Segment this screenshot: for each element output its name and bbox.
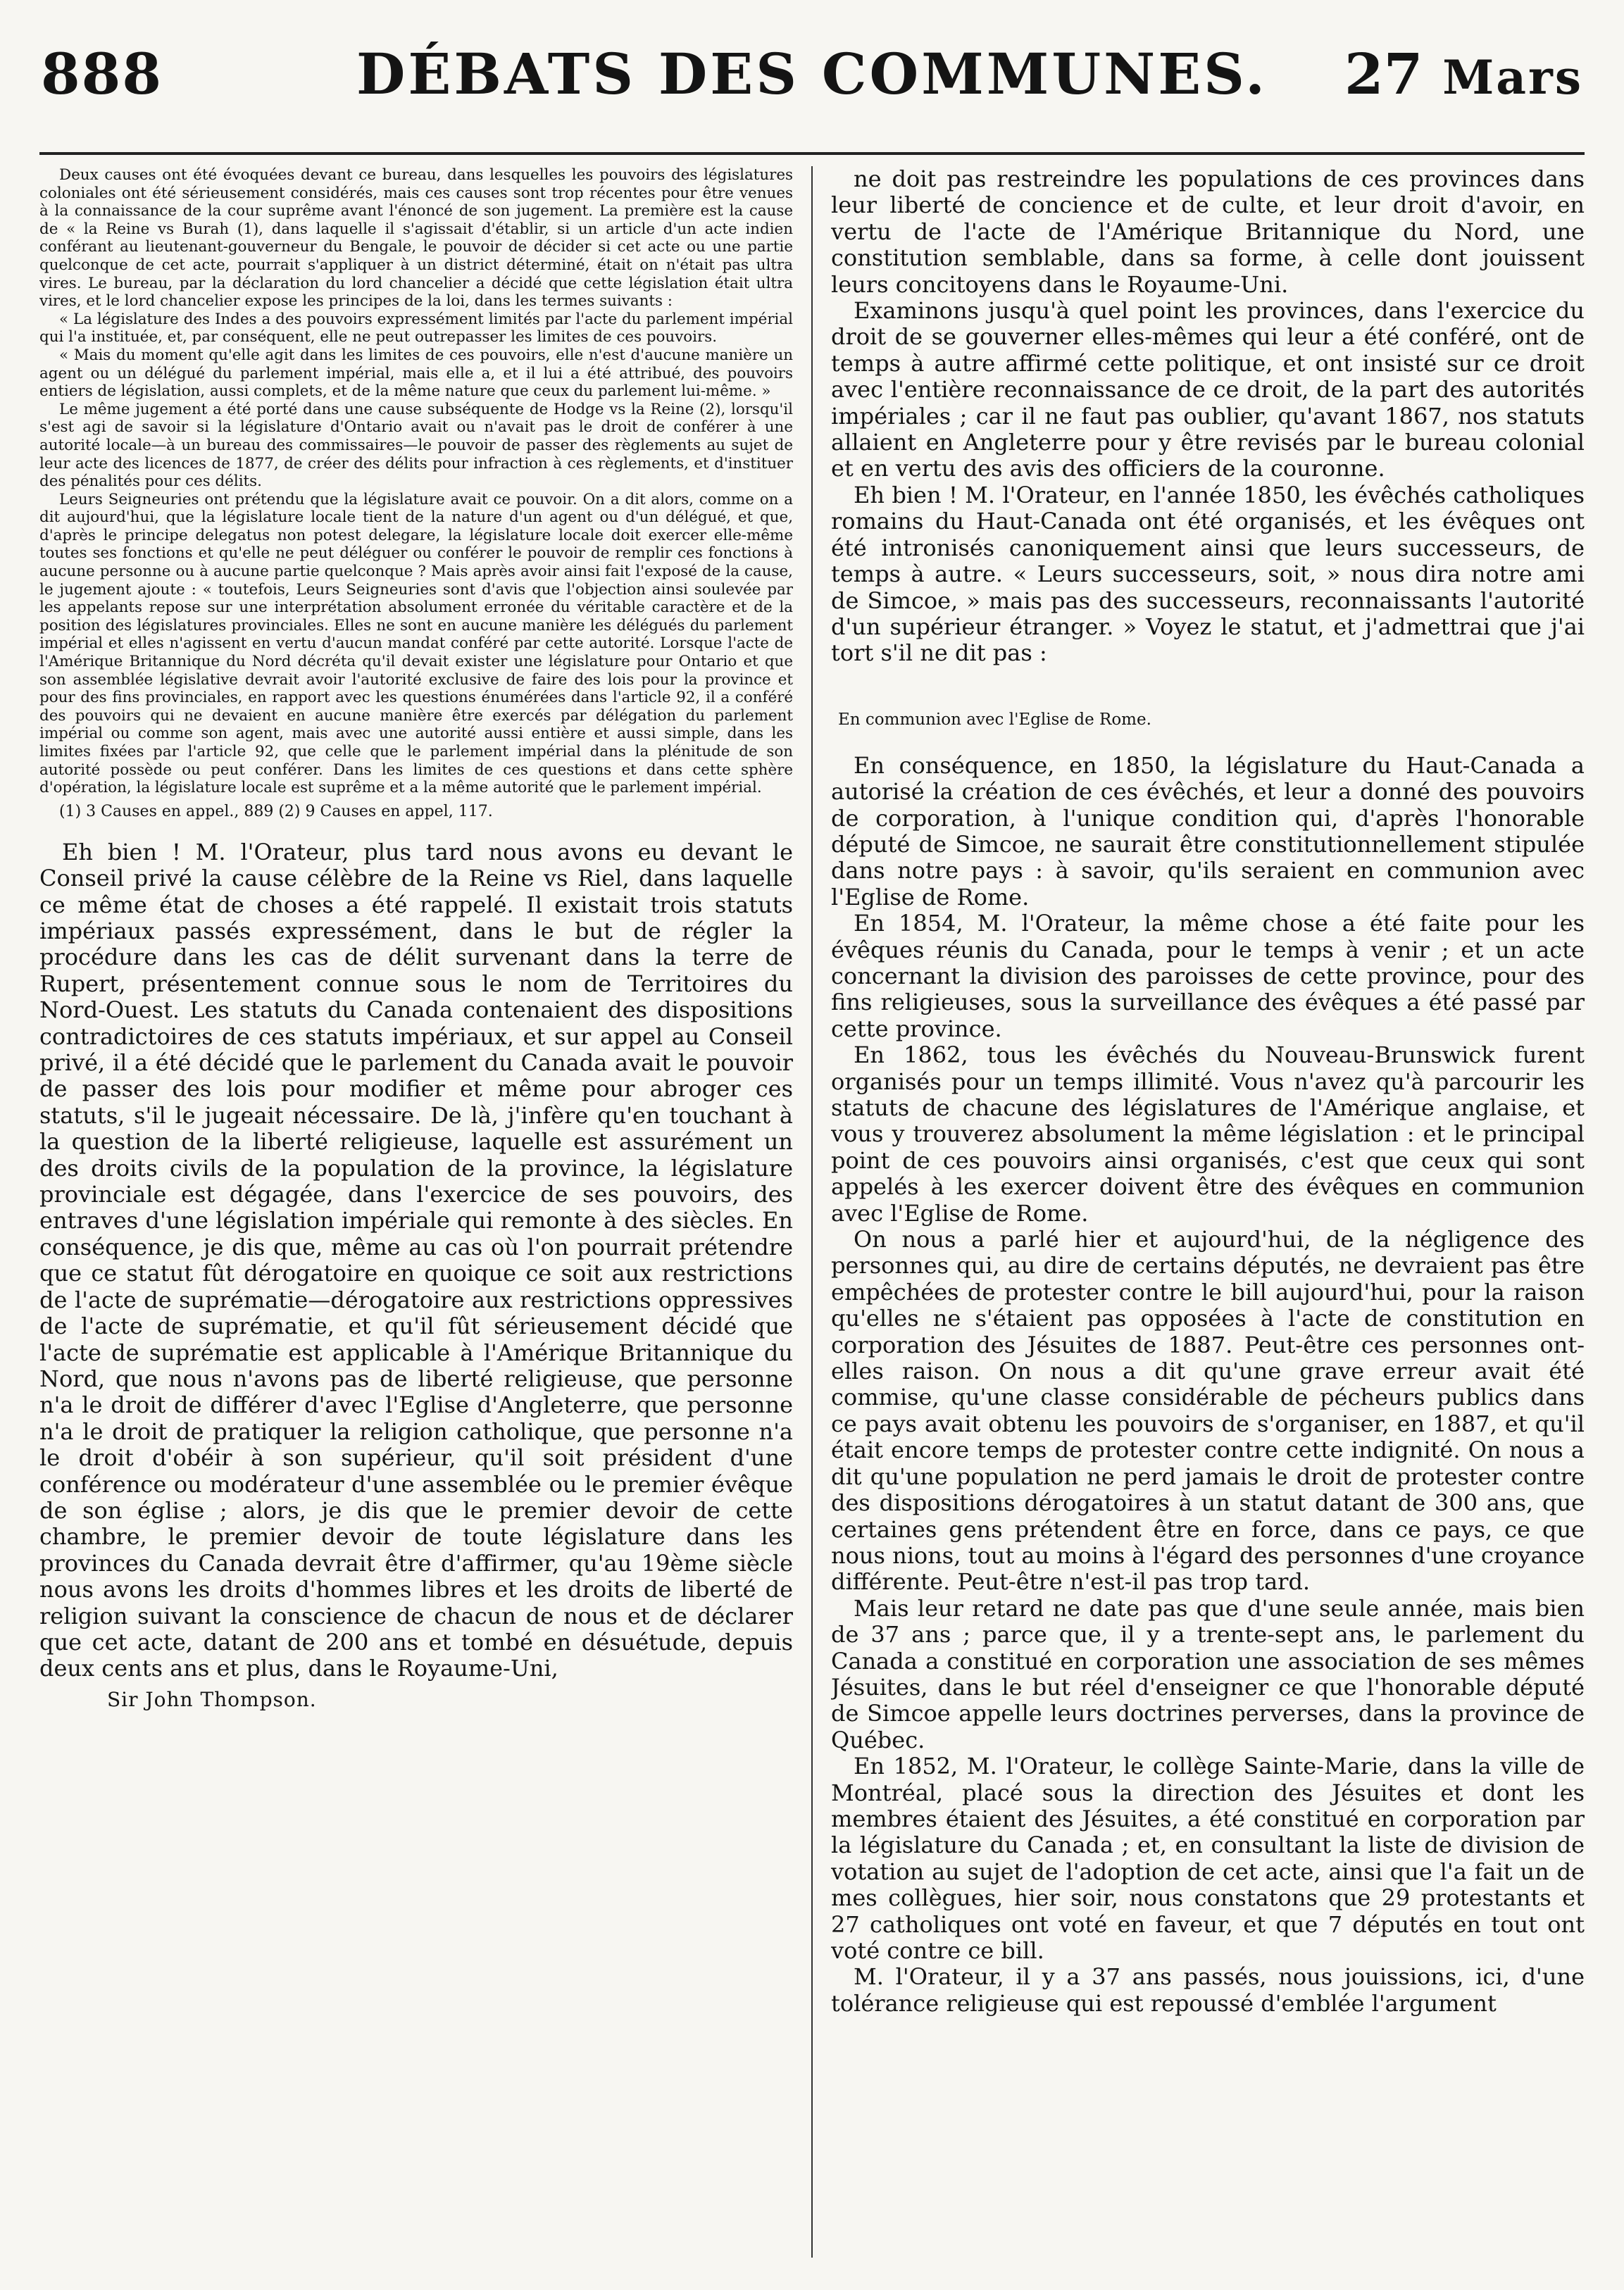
excerpt-paragraph: Deux causes ont été évoquées devant ce bureau, dans lesquelles les pouvoirs des législatures coloniales ont été sérieusement considérés, mais ces causes sont trop récentes pour être venues à la connaissance de la cour suprême avant l'énoncé de son jugement. La première est la cause de « la Reine vs Burah (1), dans laquelle il s'agissait d'établir, si un article d'un acte indien conférant au lieutenant-gouverneur du Bengale, le pouvoir de décider si cet acte ou une partie quelconque de cet acte, pourrait s'appliquer à un district déterminé, était on n'était pas ultra vires. Le bureau, par la déclaration du lord chancelier a décidé que cette législation était ultra vires, et le lord chancelier expose les principes de la loi, dans les termes suivants : (39, 166, 793, 311)
right-column (831, 166, 1585, 2272)
statute-citation: En communion avec l'Eglise de Rome. (838, 710, 1151, 729)
speech-paragraph: Eh bien ! M. l'Orateur, plus tard nous avons eu devant le Conseil privé la cause célèbre de la Reine vs Riel, dans laquelle ce même état de choses a été rappelé. Il existait trois statuts impériaux passés expressément, dans le but de régler la procédure dans les cas de délit survenant dans la terre de Rupert, présentement connue sous le nom de Territoires du Nord-Ouest. Les statuts du Canada contenaient des dispositions contradictoires de ces statuts impériaux, et sur appel au Conseil privé, il a été décidé que le parlement du Canada avait le pouvoir de passer des lois pour modifier et même pour abroger ces statuts, s'il le jugeait nécessaire. De là, j'infère qu'en touchant à la question de la liberté religieuse, laquelle est assurément un des droits civils de la population de la province, la législature provinciale est dégagée, dans l'exercice de ses pouvoirs, des entraves d'une législation impériale qui remonte à des siècles. En conséquence, je dis que, même au cas où l'on pourrait prétendre que ce statut fût dérogatoire en quoique ce soit aux restrictions de l'acte de suprématie—dérogatoire aux restrictions oppressives de l'acte de suprématie, et qu'il fût sérieusement décidé que l'acte de suprématie est applicable à l'Amérique Britannique du Nord, que nous n'avons pas de liberté religieuse, que personne n'a le droit de différer d'avec l'Eglise d'Angleterre, que personne n'a le droit de pratiquer la religion catholique, que personne n'a le droit d'obéir à son supérieur, qu'il soit président d'une conférence ou modérateur d'une assemblée ou le premier évêque de son église ; alors, je dis que le premier devoir de cette chambre, le premier devoir de toute législature dans les provinces du Canada devrait être d'affirmer, qu'au 19ème siècle nous avons les droits d'hommes libres et les droits de liberté de religion suivant la conscience de chacun de nous et de déclarer que cet acte, datant de 200 ans et tombé en désuétude, depuis deux cents ans et plus, dans le Royaume-Uni, (39, 838, 793, 1682)
text-columns (39, 166, 1585, 2272)
excerpt-quote: « Mais du moment qu'elle agit dans les limites de ces pouvoirs, elle n'est d'aucune manière un agent ou un délégué du parlement impérial, mais elle a, et il lui a été attribué, des pouvoirs entiers de législation, aussi complets, et de la même nature que ceux du parlement lui-même. » (39, 346, 793, 401)
speech-paragraph: On nous a parlé hier et aujourd'hui, de la négligence des personnes qui, au dire de certains députés, ne devraient pas être empêchées de protester contre le bill aujourd'hui, pour la raison qu'elles ne s'étaient pas opposées à l'acte de constitution en corporation des Jésuites de 1887. Peut-être ces personnes ont-elles raison. On nous a dit qu'une grave erreur avait été commise, qu'une classe considérable de pécheurs publics dans ce pays avait obtenu les pouvoirs de s'organiser, en 1887, et qu'il était encore temps de protester contre cette indignité. On nous a dit qu'une population ne perd jamais le droit de protester contre des dispositions dérogatoires à un statut datant de 300 ans, que certaines gens prétendent être en force, dans ce pays, ce que nous nions, tout au moins à l'égard des personnes d'une croyance différente. Peut-être n'est-il pas trop tard. (831, 1226, 1585, 1596)
speech-paragraph: En 1862, tous les évêchés du Nouveau-Brunswick furent organisés pour un temps illimité. Vous n'avez qu'à parcourir les statuts de chacune des législatures de l'Amérique anglaise, et vous y trouverez absolument la même législation : et le principal point de ces pouvoirs ainsi organisés, c'est que ceux qui sont appelés à les exercer doivent être des évêques en communion avec l'Eglise de Rome. (831, 1041, 1585, 1227)
speech-paragraph: Mais leur retard ne date pas que d'une seule année, mais bien de 37 ans ; parce que, il y a trente-sept ans, le parlement du Canada a constitué en corporation une association de ses mêmes Jésuites, dans le but réel d'enseigner ce que l'honorable député de Simcoe appelle leurs doctrines perverses, dans la province de Québec. (831, 1594, 1585, 1753)
excerpt-paragraph: Leurs Seigneuries ont prétendu que la législature avait ce pouvoir. On a dit alors, comme on a dit aujourd'hui, que la législature locale tient de la nature d'un agent ou d'un délégué, et que, d'après le principe delegatus non potest delegare, la législature locale doit exercer elle-même toutes ses fonctions et qu'elle ne peut déléguer ou conférer le pouvoir de remplir ces fonctions à aucune personne ou à aucune partie quelconque ? Mais après avoir ainsi fait l'exposé de la cause, le jugement ajoute : « toutefois, Leurs Seigneuries sont d'avis que l'objection ainsi soulevée par les appelants repose sur une interprétation absolument erronée du véritable caractère et de la position des législatures provinciales. Elles ne sont en aucune manière les délégués du parlement impérial et elles n'agissent en vertu d'aucun mandat conféré par cette autorité. Lorsque l'acte de l'Amérique Britannique du Nord décréta qu'il devait exister une législature pour Ontario et que son assemblée législative devrait avoir l'autorité exclusive de faire des lois pour la province et pour des fins provinciales, en rapport avec les questions énumérées dans l'article 92, il a conféré des pouvoirs qui ne devaient en aucune manière être exercés par délégation du parlement impérial ou comme son agent, mais avec une autorité aussi entière et aussi simple, dans les limites fixées par l'article 92, que celle que le parlement impérial dans la plénitude de son autorité possède ou peut conférer. Dans les limites de ces questions et dans cette sphère d'opération, la législature locale est suprême et a la même autorité que le parlement impérial. (39, 490, 793, 797)
main-text-left (39, 839, 793, 1682)
speech-paragraph: En conséquence, en 1850, la législature du Haut-Canada a autorisé la création de ces évêchés, et leur a donné des pouvoirs de corporation, à l'unique condition qui, d'après l'honorable député de Simcoe, ne saurait être constitutionnellement stipulée dans notre pays : à savoir, qu'ils seraient en communion avec l'Eglise de Rome. (831, 751, 1585, 911)
speech-paragraph: Examinons jusqu'à quel point les provinces, dans l'exercice du droit de se gouverner elles-mêmes qui leur a été conféré, ont de temps à autre affirmé cette politique, et ont insisté sur ce droit avec l'entière reconnaissance de ce droit, de la part des autorités impériales ; car il ne faut pas oublier, qu'avant 1867, nos statuts allaient en Angleterre pour y être revisés par le bureau colonial et en vertu des avis des officiers de la couronne. (831, 297, 1585, 482)
speech-paragraph: En 1852, M. l'Orateur, le collège Sainte-Marie, dans la ville de Montréal, placé sous la direction des Jésuites et dont les membres étaient des Jésuites, a été constitué en corporation par la législature du Canada ; et, en consultant la liste de division de votation au sujet de l'adoption de cet acte, ainsi que l'a fait un de mes collègues, hier soir, nous constatons que 29 protestants et 27 catholiques ont voté en faveur, et que 7 députés en tout ont voté contre ce bill. (831, 1753, 1585, 1964)
journal-title: DÉBATS DES COMMUNES. (356, 41, 1268, 107)
header-rule (39, 152, 1585, 155)
page-number: 888 (41, 41, 163, 107)
page-header (39, 25, 1585, 131)
header-date-month: Mars (1442, 50, 1583, 105)
footnote: (1) 3 Causes en appel., 889 (2) 9 Causes en appel, 117. (59, 802, 493, 820)
newspaper-page (39, 25, 1585, 2272)
speech-paragraph: En 1854, M. l'Orateur, la même chose a été faite pour les évêques réunis du Canada, pour le temps à venir ; et un acte concernant la division des paroisses de cette province, pour des fins religieuses, sous la surveillance des évêques a été passé par cette province. (831, 910, 1585, 1042)
header-date (1344, 41, 1583, 107)
excerpt-paragraph: Le même jugement a été porté dans une cause subséquente de Hodge vs la Reine (2), lorsqu'il s'est agi de savoir si la législature d'Ontario avait ou n'avait pas le droit de conférer à une autorité locale—à un bureau des commissaires—le pouvoir de passer des règlements au sujet de leur acte des licences de 1877, de créer des délits pour infraction à ces règlements, et d'instituer des pénalités pour ces délits. (39, 400, 793, 491)
small-print-excerpt (39, 166, 793, 822)
column-divider (811, 166, 813, 2258)
speech-paragraph: Eh bien ! M. l'Orateur, en l'année 1850, les évêchés catholiques romains du Haut-Canada ont été organisés, et les évêques ont été intronisés canoniquement ainsi que leurs successeurs, de temps à autre. « Leurs successeurs, soit, » nous dira notre ami de Simcoe, » mais pas des successeurs, reconnaissants l'autorité d'un supérieur étranger. » Voyez le statut, et j'admettrai que j'ai tort s'il ne dit pas : (831, 481, 1585, 667)
header-date-day: 27 (1344, 41, 1423, 107)
left-column (39, 166, 793, 2272)
speech-paragraph: ne doit pas restreindre les populations de ces provinces dans leur liberté de concience et de culte, et leur droit d'avoir, en vertu de l'acte de l'Amérique Britannique du Nord, une constitution semblable, dans sa forme, à celle dont jouissent leurs concitoyens dans le Royaume-Uni. (831, 166, 1585, 298)
speech-paragraph: M. l'Orateur, il y a 37 ans passés, nous jouissions, ici, d'une tolérance religieuse qui est repoussé d'emblée l'argument (831, 1963, 1585, 2017)
main-text-right (831, 166, 1585, 2017)
excerpt-quote: « La législature des Indes a des pouvoirs expressément limités par l'acte du parlement impérial qui l'a instituée, et, par conséquent, elle ne peut outrepasser les limites de ces pouvoirs. (39, 310, 793, 346)
speaker-signature: Sir John Thompson. (107, 1687, 317, 1711)
